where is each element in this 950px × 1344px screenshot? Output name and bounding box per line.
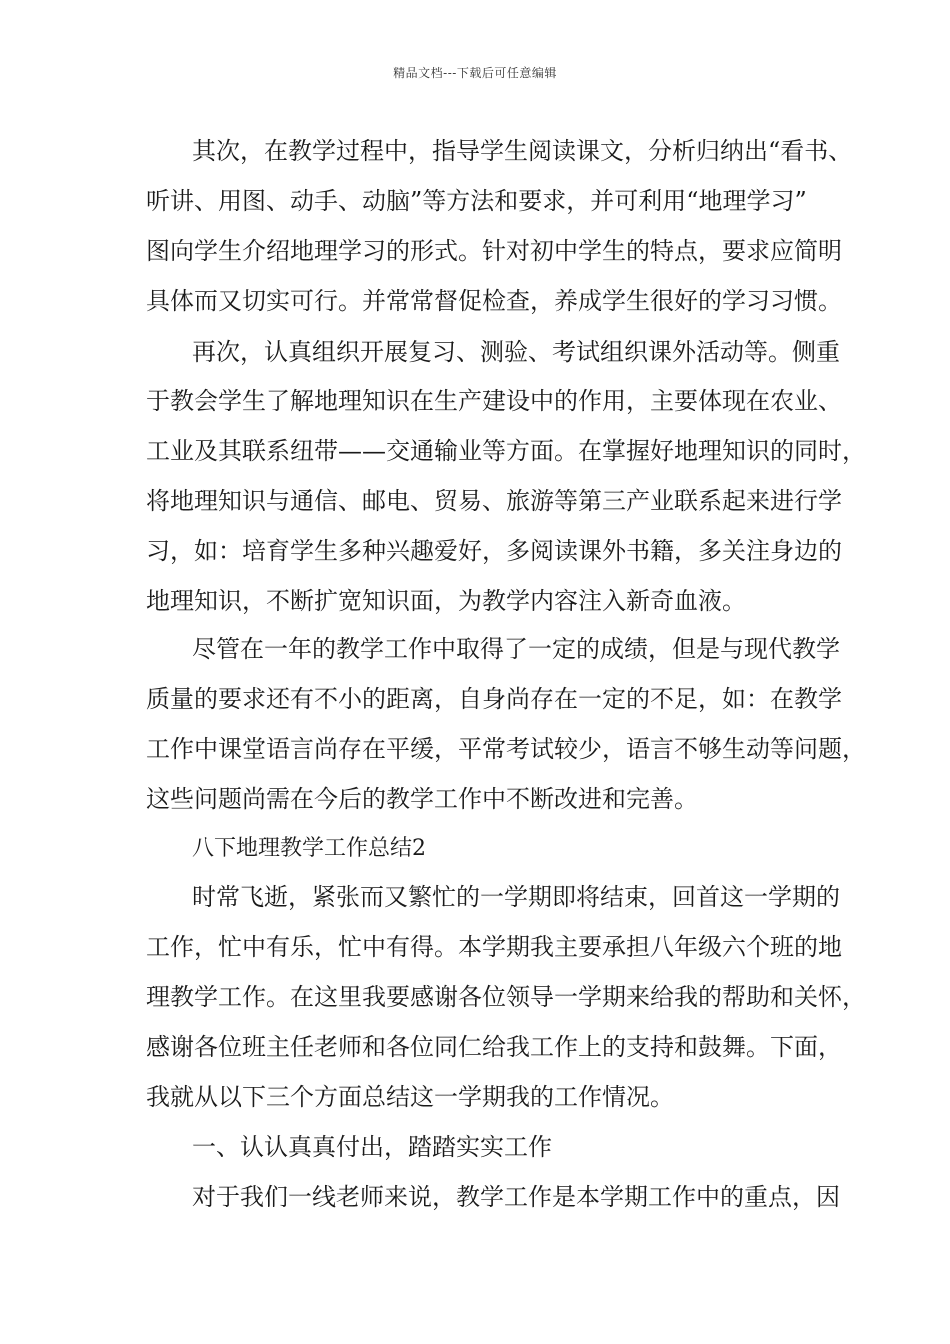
paragraph-line: 我就从以下三个方面总结这一学期我的工作情况。 (146, 1083, 674, 1111)
paragraph-line: 工作，忙中有乐，忙中有得。本学期我主要承担八年级六个班的地 (146, 933, 842, 961)
paragraph-line: 质量的要求还有不小的距离，自身尚存在一定的不足，如：在教学 (146, 685, 842, 713)
subsection-heading: 一、认认真真付出，踏踏实实工作 (192, 1133, 552, 1161)
paragraph-line: 感谢各位班主任老师和各位同仁给我工作上的支持和鼓舞。下面， (146, 1033, 842, 1061)
paragraph-line: 于教会学生了解地理知识在生产建设中的作用，主要体现在农业、 (146, 387, 842, 415)
paragraph-line: 理教学工作。在这里我要感谢各位领导一学期来给我的帮助和关怀， (146, 983, 866, 1011)
section-title: 八下地理教学工作总结2 (192, 836, 426, 861)
paragraph-line: 再次，认真组织开展复习、测验、考试组织课外活动等。侧重 (192, 338, 840, 366)
paragraph-line: 工作中课堂语言尚存在平缓，平常考试较少，语言不够生动等问题， (146, 735, 866, 763)
paragraph-line: 对于我们一线老师来说，教学工作是本学期工作中的重点，因 (192, 1183, 840, 1211)
paragraph-line: 工业及其联系纽带——交通输业等方面。在掌握好地理知识的同时， (146, 437, 866, 465)
paragraph-line: 这些问题尚需在今后的教学工作中不断改进和完善。 (146, 785, 698, 813)
paragraph-line: 具体而又切实可行。并常常督促检查，养成学生很好的学习习惯。 (146, 287, 842, 315)
paragraph-line: 将地理知识与通信、邮电、贸易、旅游等第三产业联系起来进行学 (146, 487, 842, 515)
paragraph-line: 图向学生介绍地理学习的形式。针对初中学生的特点，要求应简明 (146, 237, 842, 265)
page-header: 精品文档---下载后可任意编辑 (393, 66, 557, 80)
paragraph-line: 习，如：培育学生多种兴趣爱好，多阅读课外书籍，多关注身边的 (146, 537, 842, 565)
paragraph-line: 尽管在一年的教学工作中取得了一定的成绩，但是与现代教学 (192, 635, 840, 663)
paragraph-line: 地理知识，不断扩宽知识面，为教学内容注入新奇血液。 (146, 587, 746, 615)
paragraph-line: 其次，在教学过程中，指导学生阅读课文，分析归纳出“看书、 (192, 137, 853, 165)
paragraph-line: 时常飞逝，紧张而又繁忙的一学期即将结束，回首这一学期的 (192, 883, 840, 911)
paragraph-line: 听讲、用图、动手、动脑”等方法和要求，并可利用“地理学习” (146, 187, 807, 215)
